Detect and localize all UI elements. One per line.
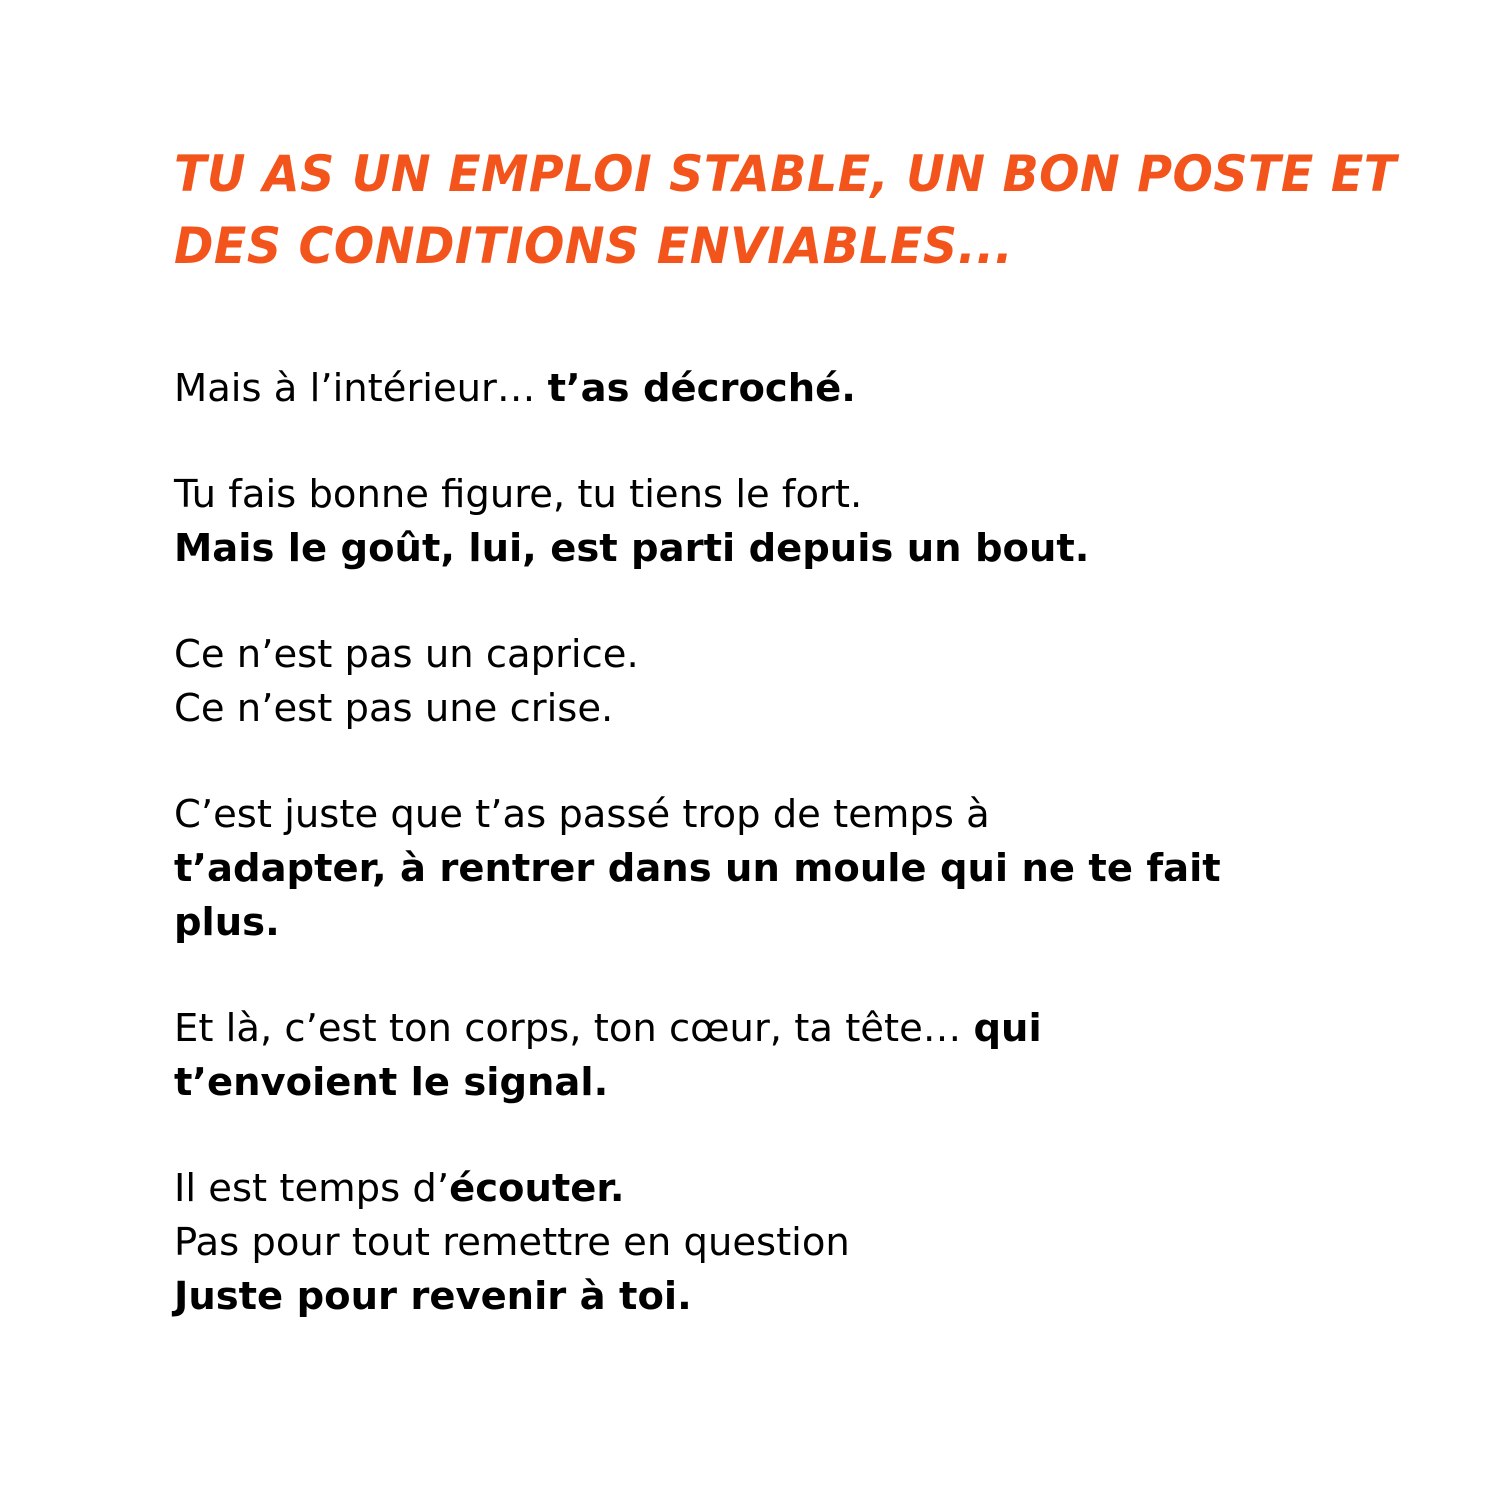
paragraph-5-line-1 xyxy=(174,1002,1374,1056)
paragraph-5 xyxy=(174,1002,1374,1110)
paragraph-5-text: Et là, c’est ton corps, ton cœur, ta tête… xyxy=(174,1006,974,1051)
body-text xyxy=(174,362,1374,1376)
paragraph-6-line-2: Pas pour tout remettre en question xyxy=(174,1220,850,1265)
headline-line-1: TU AS UN EMPLOI STABLE, UN BON POSTE ET xyxy=(174,145,1397,203)
paragraph-6-emphasis: écouter. xyxy=(449,1166,625,1211)
paragraph-4-line-3: plus. xyxy=(174,900,280,945)
paragraph-3-line-2: Ce n’est pas une crise. xyxy=(174,686,614,731)
paragraph-6-text: Il est temps d’ xyxy=(174,1166,450,1211)
headline-line-2: DES CONDITIONS ENVIABLES... xyxy=(174,217,1014,275)
paragraph-2 xyxy=(174,468,1374,576)
headline xyxy=(174,138,1397,282)
paragraph-5-emphasis: qui xyxy=(973,1006,1042,1051)
paragraph-6-line-1 xyxy=(174,1162,1374,1216)
paragraph-2-line-2: Mais le goût, lui, est parti depuis un bout. xyxy=(174,526,1090,571)
paragraph-4-line-1: C’est juste que t’as passé trop de temps à xyxy=(174,792,990,837)
paragraph-4-line-2: t’adapter, à rentrer dans un moule qui ne te fait xyxy=(174,846,1221,891)
paragraph-1 xyxy=(174,362,1374,416)
paragraph-3 xyxy=(174,628,1374,736)
paragraph-5-line-2: t’envoient le signal. xyxy=(174,1060,609,1105)
paragraph-2-line-1: Tu fais bonne figure, tu tiens le fort. xyxy=(174,472,863,517)
paragraph-4 xyxy=(174,788,1374,950)
paragraph-3-line-1: Ce n’est pas un caprice. xyxy=(174,632,639,677)
paragraph-6 xyxy=(174,1162,1374,1324)
paragraph-1-line-1 xyxy=(174,362,1374,416)
paragraph-1-emphasis: t’as décroché. xyxy=(547,366,856,411)
paragraph-1-text: Mais à l’intérieur… xyxy=(174,366,548,411)
paragraph-6-line-3: Juste pour revenir à toi. xyxy=(174,1274,692,1319)
